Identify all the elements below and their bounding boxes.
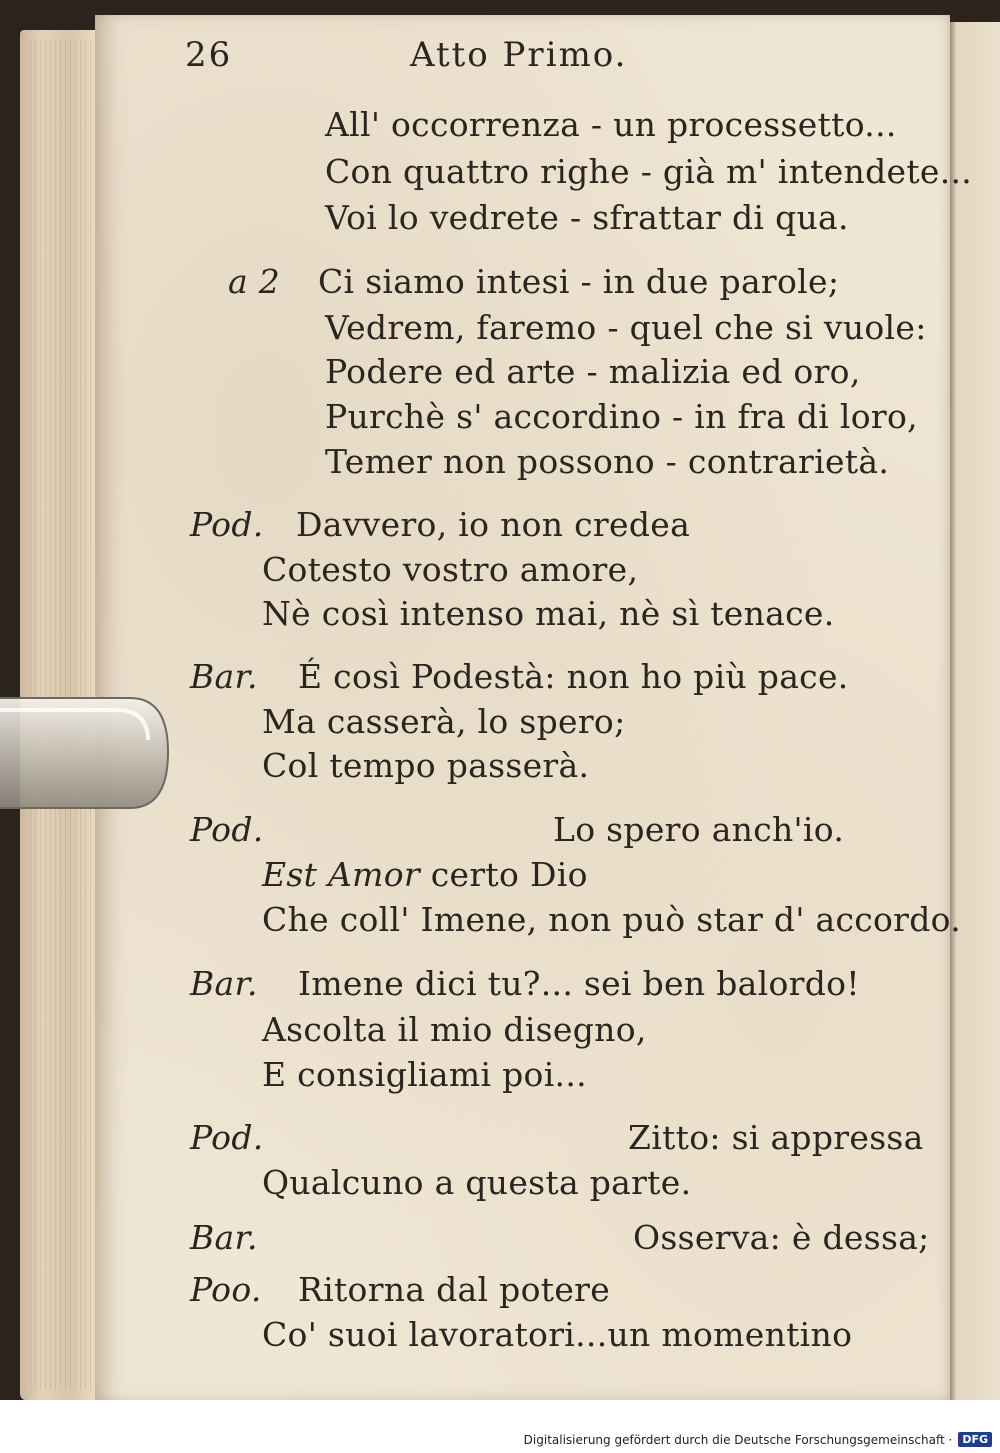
verse-line: E consigliami poi... [262,1055,587,1094]
speaker-label: Bar. [190,657,258,696]
verse-line: Lo spero anch'io. [553,810,845,849]
speaker-label: Pod. [190,1118,264,1157]
speaker-label: Pod. [190,810,264,849]
running-title: Atto Primo. [410,35,628,75]
verse-line: Con quattro righe - già m' intendete... [325,152,973,191]
verse-line: Cotesto vostro amore, [262,550,639,589]
ensemble-label: a 2 [228,262,281,301]
verse-line: Qualcuno a questa parte. [262,1163,692,1202]
page-number: 26 [185,35,233,75]
verse-line: Davvero, io non credea [296,505,691,544]
verse-line: Ma casserà, lo spero; [262,702,626,741]
verse-line: Osserva: è dessa; [633,1218,930,1257]
verse-line: Imene dici tu?... sei ben balordo! [298,964,860,1003]
verse-line: Vedrem, faremo - quel che si vuole: [325,308,927,347]
latin-word: Est [262,855,318,894]
verse-line: Col tempo passerà. [262,746,590,785]
verse-line: Co' suoi lavoratori...un momentino [262,1315,853,1354]
verse-line: Ci siamo intesi - in due parole; [318,262,840,301]
verse-line: Che coll' Imene, non può star d' accordo. [262,900,962,939]
verse-line: Purchè s' accordino - in fra di loro, [325,397,918,436]
digitization-credit [524,1432,992,1447]
verse-line: Ascolta il mio disegno, [262,1010,647,1049]
verse-line: É così Podestà: non ho più pace. [298,657,849,696]
verse-line: All' occorrenza - un processetto... [325,105,897,144]
verse-line: Ritorna dal potere [298,1270,611,1309]
verse-line: Temer non possono - contrarietà. [325,442,890,481]
verse-line: Nè così intenso mai, nè sì tenace. [262,594,835,633]
verse-line: Voi lo vedrete - sfrattar di qua. [325,198,849,237]
verse-line [262,855,588,894]
speaker-label: Bar. [190,1218,258,1257]
page-clip-holder [0,690,175,815]
dfg-logo: DFG [958,1432,992,1447]
latin-word: Amor [327,855,420,894]
speaker-label: Pod. [190,505,264,544]
speaker-label: Bar. [190,964,258,1003]
credit-text: Digitalisierung gefördert durch die Deutsche Forschungsgemeinschaft · [523,1432,953,1447]
verse-line: Podere ed arte - malizia ed oro, [325,352,861,391]
speaker-label: Poo. [190,1270,262,1309]
verse-line: Zitto: si appressa [628,1118,924,1157]
next-page-edge [942,22,1000,1400]
verse-text: certo Dio [430,855,588,894]
